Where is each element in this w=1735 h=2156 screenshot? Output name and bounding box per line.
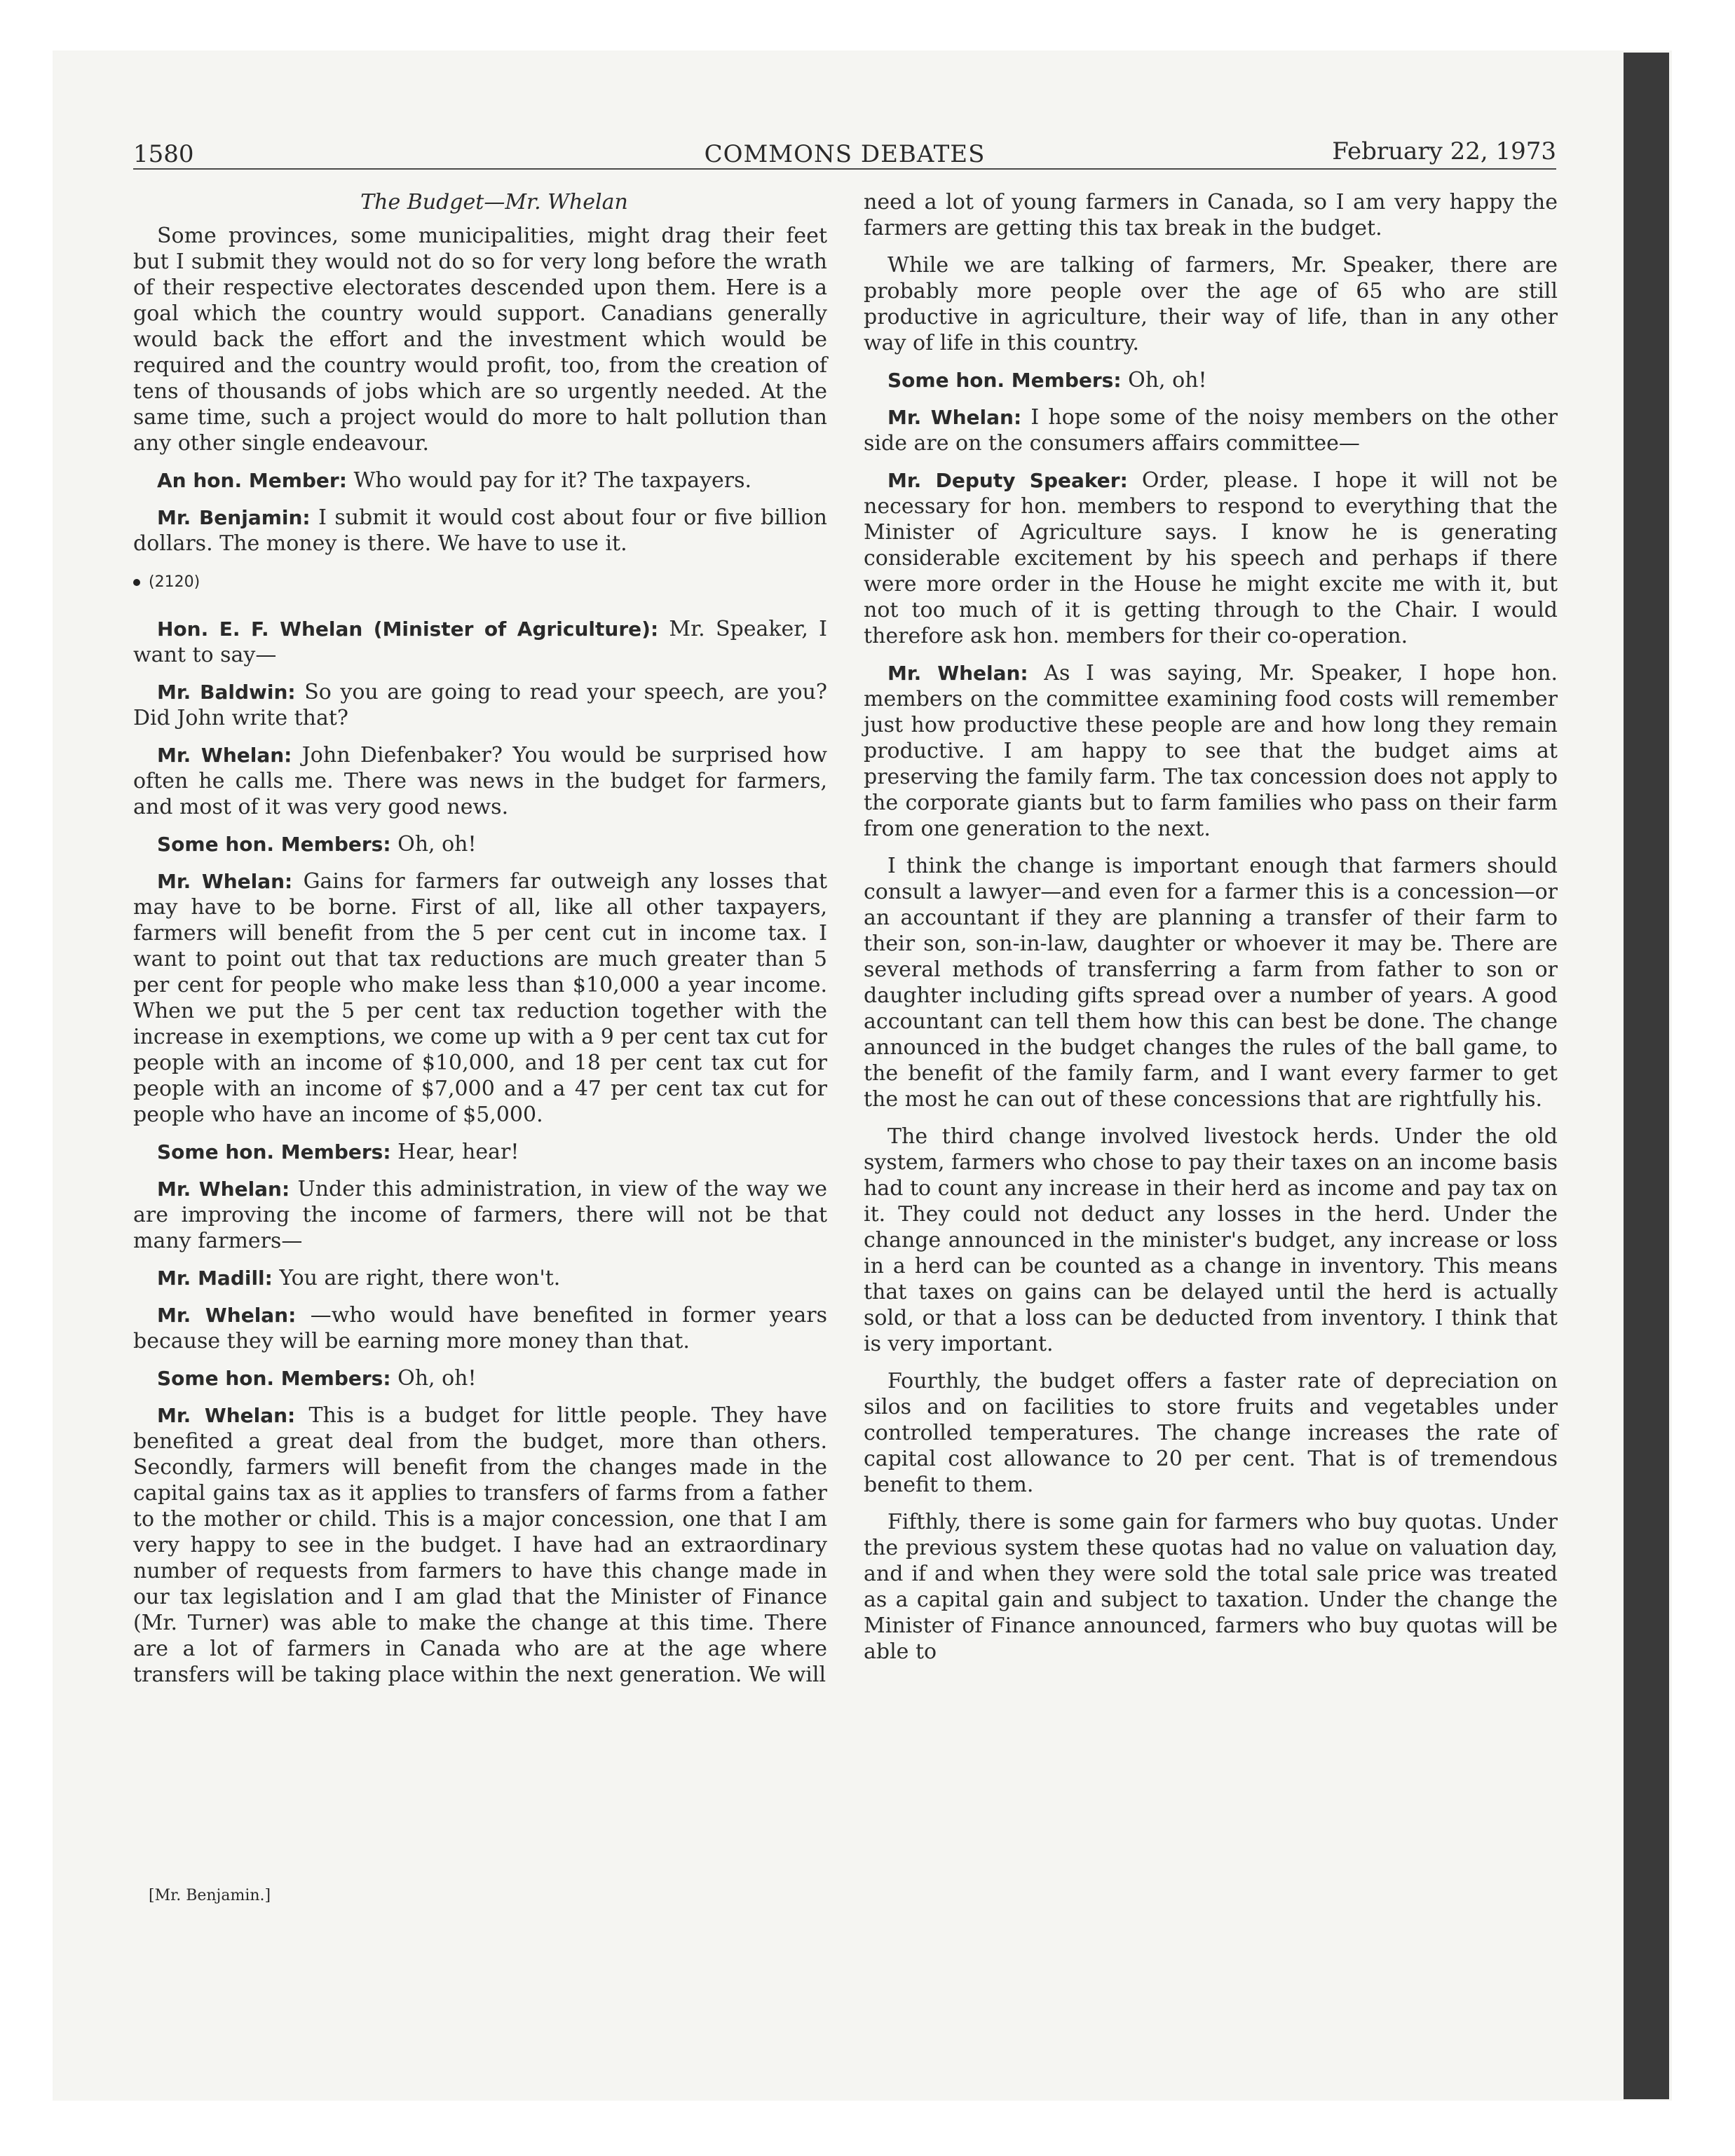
paragraph-text: The third change involved livestock herds. Under the old system, farmers who chose to pay their taxes on an income basis had to count any increase in their herd as income and pay tax on it. They could not deduct any losses in the herd. Under the change announced in the minister's budget, any increase or loss in a herd can be counted as a change in inventory. This means that taxes on gains can be delayed until the herd is actually sold, or that a loss can be deducted from inventory. I think that is very important. [864,1124,1558,1356]
paragraph [864,1368,1558,1498]
speaker-name: Mr. Whelan: [157,1304,297,1327]
speaker-name: Hon. E. F. Whelan (Minister of Agriculture): [157,618,659,641]
paragraph [864,1509,1558,1665]
paragraph [133,468,827,493]
bullet-icon [133,579,140,586]
speaker-name: Mr. Whelan: [157,744,292,767]
paragraph-text: Under this administration, in view of the way we are improving the income of farmers, there will not be that many farmers— [133,1177,827,1253]
paragraph [864,189,1558,241]
paragraph-text: I think the change is important enough that farmers should consult a lawyer—and even for a farmer this is a concession—or an accountant if they are planning a transfer of their farm to their son, son-in-law, daughter or whoever it may be. There are several methods of transferring a farm from father to son or daughter including gifts spread over a number of years. A good accountant can tell them how this can best be done. The change announced in the budget changes the rules of the ball game, to the benefit of the family farm, and I want every farmer to get the most he can out of these concessions that are rightfully his. [864,854,1558,1112]
paragraph [133,1365,827,1391]
running-title: The Budget—Mr. Whelan [360,190,628,214]
paragraph-text: While we are talking of farmers, Mr. Speaker, there are probably more people over the age of 65 who are still productive in agriculture, their way of life, than in any other way of life in this country. [864,253,1558,355]
paragraph-text: Some provinces, some municipalities, might drag their feet but I submit they would not do so for very long before the wrath of their respective electorates descended upon them. Here is a goal which the country would support. Canadians generally would back the effort and the investment which would be required and the country would profit, too, from the creation of tens of thousands of jobs which are so urgently needed. At the same time, such a project would do more to halt pollution than any other single endeavour. [133,224,827,456]
paragraph-text: Mr. Speaker, I want to say— [133,617,827,667]
paragraph [864,252,1558,356]
speaker-name: Mr. Whelan: [887,662,1028,685]
paragraph-text: This is a budget for little people. They have benefited a great deal from the budget, more than others. Secondly, farmers will benefit from the changes made in the capital gains tax as it applies to transfers of farms from a father to the mother or child. This is a major concession, one that I am very happy to see in the budget. I have had an extraordinary number of requests from farmers to have this change made in our tax legislation and I am glad that the Minister of Finance (Mr. Turner) was able to make the change at this time. There are a lot of farmers in Canada who are at the age where transfers will be taking place within the next generation. We will [133,1403,827,1687]
speaker-name: Mr. Benjamin: [157,506,311,529]
paragraph [864,1124,1558,1357]
paragraph-text: Fourthly, the budget offers a faster rate of depreciation on silos and on facilities to store fruits and vegetables under controlled temperatures. The change increases the rate of capital cost allowance to 20 per cent. That is of tremendous benefit to them. [864,1369,1558,1497]
right-column [864,189,1558,1676]
paragraph-text: Hear, hear! [397,1140,519,1164]
page-header [133,137,1556,170]
publication-title: COMMONS DEBATES [704,140,986,168]
paragraph [133,1176,827,1254]
paragraph-text: Fifthly, there is some gain for farmers who buy quotas. Under the previous system these quotas had no value on valuation day, and if and when they were sold the total sale price was treated as a capital gain and subject to taxation. Under the change the Minister of Finance announced, farmers who buy quotas will be able to [864,1510,1558,1664]
paragraph-text: As I was saying, Mr. Speaker, I hope hon. members on the committee examining food costs will remember just how productive these people are and how long they remain productive. I am happy to see that the budget aims at preserving the family farm. The tax concession does not apply to the corporate giants but to farm families who pass on their farm from one generation to the next. [864,661,1558,841]
paragraph [864,853,1558,1112]
paragraph [133,223,827,456]
paragraph [133,616,827,668]
speaker-name: Some hon. Members: [157,1367,391,1390]
left-column [133,189,827,1699]
speaker-name: Some hon. Members: [157,1140,391,1164]
paragraph-text: Gains for farmers far outweigh any losses that may have to be borne. First of all, like all other taxpayers, farmers will benefit from the 5 per cent cut in income tax. I want to point out that tax reductions are much greater than 5 per cent for people who make less than $10,000 a year income. When we put the 5 per cent tax reduction together with the increase in exemptions, we come up with a 9 per cent tax cut for people with an income of $10,000, and 18 per cent tax cut for people with an income of $7,000 and a 47 per cent tax cut for people who have an income of $5,000. [133,869,827,1127]
paragraph [864,468,1558,649]
paragraph [133,1265,827,1291]
paragraph-text: I submit it would cost about four or five billion dollars. The money is there. We have to use it. [133,505,827,556]
page-number: 1580 [133,140,194,168]
paragraph [133,1302,827,1354]
paragraph [864,404,1558,456]
time-marker [133,569,827,595]
speaker-name: Mr. Baldwin: [157,681,296,704]
paragraph-text: I hope some of the noisy members on the other side are on the consumers affairs committee— [864,405,1558,456]
paragraph-text: Who would pay for it? The taxpayers. [353,468,752,493]
paragraph-text: Order, please. I hope it will not be necessary for hon. members to respond to everything that the Minister of Agriculture says. I know he is generating considerable excitement by his speech and perhaps if there were more order in the House he might excite me with it, but not too much of it is getting through to the Chair. I would therefore ask hon. members for their co-operation. [864,468,1558,648]
time-marker-text: (2120) [149,573,200,591]
speaker-name: Mr. Whelan: [157,1178,290,1201]
footnote: [Mr. Benjamin.] [149,1887,271,1904]
paragraph [864,660,1558,842]
scanner-edge-bar [1624,53,1669,2099]
speaker-name: Mr. Deputy Speaker: [887,469,1128,492]
speaker-name: Mr. Whelan: [157,870,293,893]
paragraph [133,831,827,857]
speaker-name: Mr. Whelan: [887,406,1022,429]
paragraph [864,367,1558,393]
paragraph-text: You are right, there won't. [279,1266,561,1290]
paragraph [133,868,827,1128]
paragraph-text: Oh, oh! [1128,368,1207,393]
paragraph-text: So you are going to read your speech, are you? Did John write that? [133,680,827,730]
paragraph [133,679,827,731]
paragraph-text: Oh, oh! [397,832,477,857]
paragraph-text: need a lot of young farmers in Canada, so I am very happy the farmers are getting this tax break in the budget. [864,190,1558,240]
page-date: February 22, 1973 [1332,137,1556,165]
paragraph-text: Oh, oh! [397,1366,477,1391]
paragraph [133,742,827,820]
paragraph [133,505,827,557]
speaker-name: Some hon. Members: [887,369,1122,392]
speaker-name: Mr. Whelan: [157,1404,296,1427]
speaker-name: An hon. Member: [157,469,347,492]
speaker-name: Mr. Madill: [157,1267,273,1290]
paragraph-text: John Diefenbaker? You would be surprised how often he calls me. There was news in the budget for farmers, and most of it was very good news. [133,743,827,819]
paragraph [133,1139,827,1165]
paragraph [133,1403,827,1688]
speaker-name: Some hon. Members: [157,833,391,856]
paragraph-text: —who would have benefited in former years because they will be earning more money than that. [133,1303,827,1353]
